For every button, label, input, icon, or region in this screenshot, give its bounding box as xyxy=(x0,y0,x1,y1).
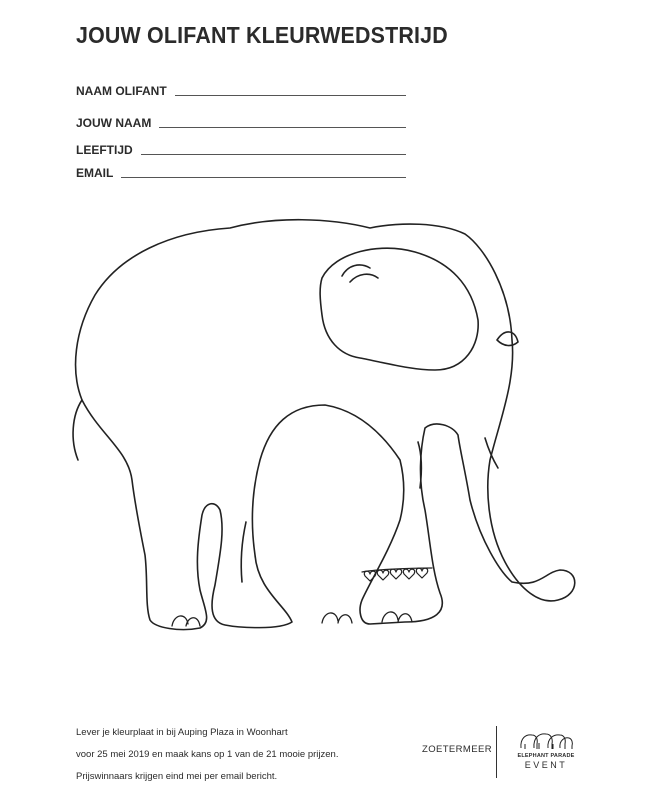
footer-line: Lever je kleurplaat in bij Auping Plaza in Woonhart xyxy=(76,727,288,738)
heart-anklet xyxy=(362,568,432,581)
city-label: ZOETERMEER xyxy=(422,744,492,755)
elephant-tail xyxy=(73,400,82,460)
elephant-body-outline xyxy=(76,220,575,630)
field-label: LEEFTIJD xyxy=(76,143,133,157)
elephant-parade-logo xyxy=(508,728,584,778)
page-title: JOUW OLIFANT KLEURWEDSTRIJD xyxy=(76,22,448,48)
leg-crease-2 xyxy=(241,522,246,582)
logo-event: EVENT xyxy=(524,760,568,770)
elephant-eye xyxy=(497,332,518,346)
field-label: JOUW NAAM xyxy=(76,116,152,130)
field-jouw-naam[interactable] xyxy=(76,114,406,130)
ear-fold-2 xyxy=(350,274,378,282)
field-naam-olifant[interactable] xyxy=(76,82,406,98)
field-label: NAAM OLIFANT xyxy=(76,84,167,98)
footer-line: Prijswinnaars krijgen eind mei per email bericht. xyxy=(76,771,278,782)
write-line[interactable] xyxy=(141,154,406,155)
logo-brand: ELEPHANT PARADE xyxy=(517,753,575,759)
write-line[interactable] xyxy=(121,177,406,178)
elephant-outline-drawing xyxy=(60,210,600,660)
footer-divider xyxy=(496,726,497,778)
footer-line: voor 25 mei 2019 en maak kans op 1 van de 21 mooie prijzen. xyxy=(76,749,339,760)
write-line[interactable] xyxy=(175,95,406,96)
field-email[interactable] xyxy=(76,164,406,180)
footer-instructions xyxy=(76,722,406,788)
elephant-herd-icon xyxy=(518,728,574,752)
write-line[interactable] xyxy=(159,127,406,128)
elephant-ear xyxy=(320,248,478,370)
field-leeftijd[interactable] xyxy=(76,141,406,157)
field-label: EMAIL xyxy=(76,166,114,180)
